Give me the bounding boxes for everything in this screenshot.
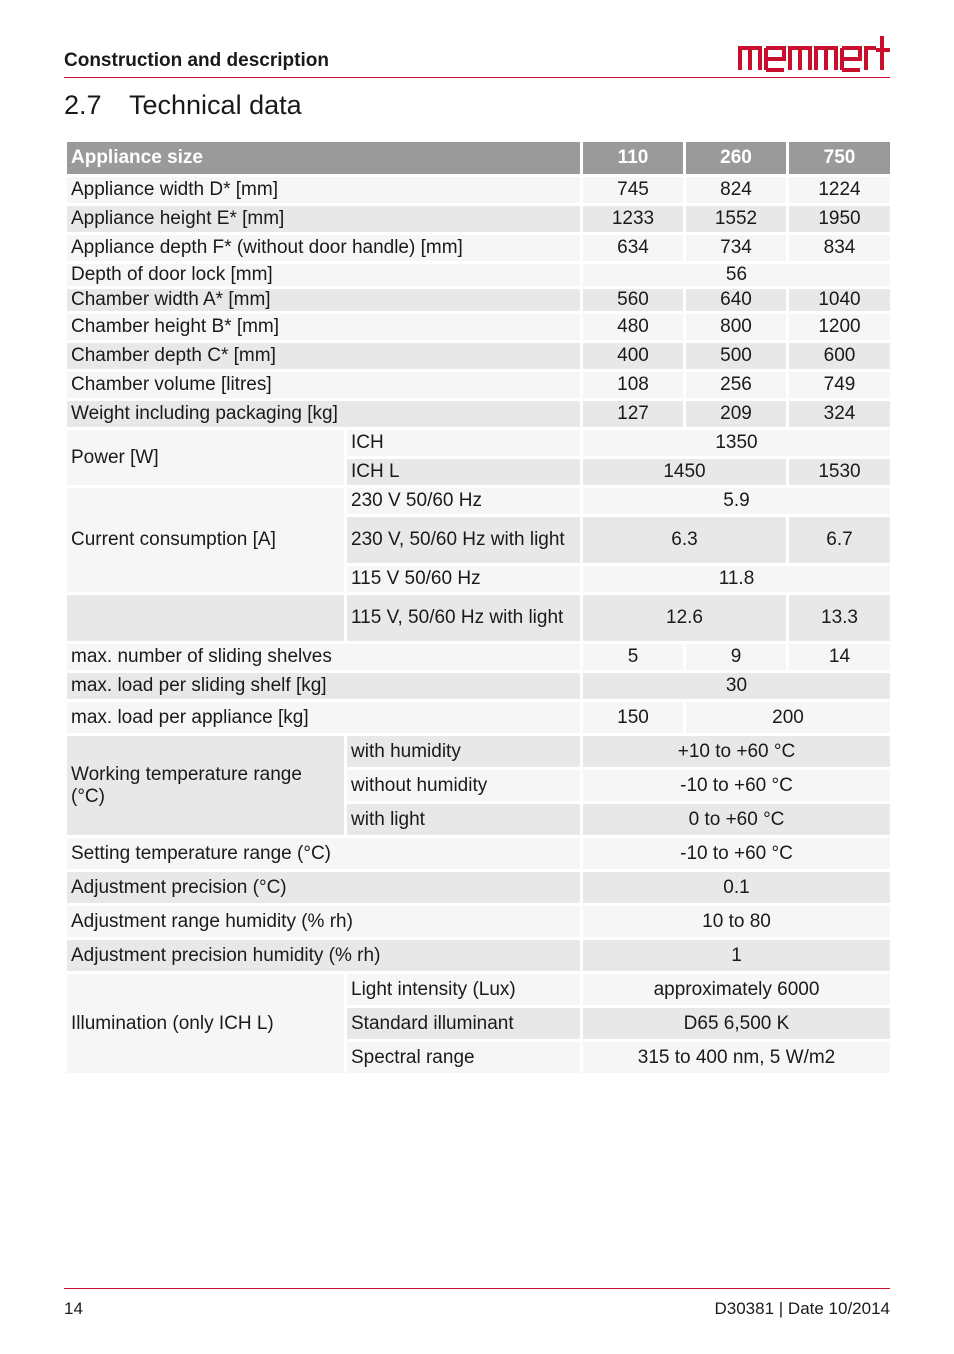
row-label: Adjustment range humidity (% rh) — [67, 906, 580, 937]
cell-value: 500 — [686, 343, 786, 369]
cell-value: 634 — [583, 235, 683, 261]
cell-value: +10 to +60 °C — [583, 736, 890, 767]
cell-value: 13.3 — [789, 595, 890, 641]
row-sublabel: Spectral range — [347, 1042, 580, 1073]
table-row — [67, 314, 890, 340]
cell-value: 480 — [583, 314, 683, 340]
row-sublabel: Standard illuminant — [347, 1008, 580, 1039]
table-row — [67, 401, 890, 427]
cell-value: 640 — [686, 289, 786, 311]
header-size-110: 110 — [583, 142, 683, 174]
cell-value: approximately 6000 — [583, 974, 890, 1005]
cell-value: 209 — [686, 401, 786, 427]
row-label: Appliance depth F* (without door handle) [mm] — [67, 235, 580, 261]
row-label: Chamber width A* [mm] — [67, 289, 580, 311]
cell-value: 1950 — [789, 206, 890, 232]
row-label: Depth of door lock [mm] — [67, 264, 580, 286]
cell-value: 560 — [583, 289, 683, 311]
row-label: Illumination (only ICH L) — [67, 974, 344, 1073]
header-size-260: 260 — [686, 142, 786, 174]
row-label: Weight including packaging [kg] — [67, 401, 580, 427]
cell-value: 1200 — [789, 314, 890, 340]
cell-value: 127 — [583, 401, 683, 427]
row-sublabel: with light — [347, 804, 580, 835]
cell-value: 6.3 — [583, 517, 786, 563]
cell-value: 1233 — [583, 206, 683, 232]
cell-value: D65 6,500 K — [583, 1008, 890, 1039]
table-row — [67, 372, 890, 398]
row-label: Working temperature range (°C) — [67, 736, 344, 835]
cell-value: -10 to +60 °C — [583, 770, 890, 801]
row-label: Adjustment precision (°C) — [67, 872, 580, 903]
cell-value: 1224 — [789, 177, 890, 203]
document-reference: D30381 | Date 10/2014 — [714, 1299, 890, 1318]
row-label: Current consumption [A] — [67, 488, 344, 592]
cell-value: 150 — [583, 702, 683, 733]
table-row — [67, 872, 890, 903]
row-sublabel: 115 V 50/60 Hz — [347, 566, 580, 592]
row-sublabel: with humidity — [347, 736, 580, 767]
table-row — [67, 430, 890, 456]
cell-value: 749 — [789, 372, 890, 398]
cell-value: 745 — [583, 177, 683, 203]
cell-value: 800 — [686, 314, 786, 340]
section-title: Technical data — [129, 90, 302, 120]
running-header: Construction and description — [64, 50, 329, 71]
table-row — [67, 838, 890, 869]
cell-value: 12.6 — [583, 595, 786, 641]
row-sublabel: 115 V, 50/60 Hz with light — [347, 595, 580, 641]
cell-value: 1530 — [789, 459, 890, 485]
row-sublabel: 230 V, 50/60 Hz with light — [347, 517, 580, 563]
table-row — [67, 974, 890, 1005]
table-row — [67, 289, 890, 311]
cell-value: 256 — [686, 372, 786, 398]
cell-value: 11.8 — [583, 566, 890, 592]
table-row — [67, 177, 890, 203]
cell-value: 1552 — [686, 206, 786, 232]
table-row — [67, 235, 890, 261]
cell-value: 6.7 — [789, 517, 890, 563]
header-appliance-size: Appliance size — [67, 142, 580, 174]
row-label: Adjustment precision humidity (% rh) — [67, 940, 580, 971]
row-sublabel: ICH — [347, 430, 580, 456]
row-label: Chamber volume [litres] — [67, 372, 580, 398]
cell-value: 1040 — [789, 289, 890, 311]
cell-value: 0.1 — [583, 872, 890, 903]
cell-value: 315 to 400 nm, 5 W/m2 — [583, 1042, 890, 1073]
table-row — [67, 940, 890, 971]
table-row — [67, 264, 890, 286]
cell-value: 14 — [789, 644, 890, 670]
cell-value: 200 — [686, 702, 890, 733]
row-label-empty — [67, 595, 344, 641]
table-row — [67, 702, 890, 733]
row-label: max. number of sliding shelves — [67, 644, 580, 670]
cell-value: 1350 — [583, 430, 890, 456]
cell-value: 9 — [686, 644, 786, 670]
row-label: Appliance width D* [mm] — [67, 177, 580, 203]
cell-value: -10 to +60 °C — [583, 838, 890, 869]
technical-data-table — [64, 139, 893, 1076]
cell-value: 734 — [686, 235, 786, 261]
cell-value: 1 — [583, 940, 890, 971]
cell-value: 0 to +60 °C — [583, 804, 890, 835]
cell-value: 824 — [686, 177, 786, 203]
footer-rule — [64, 1288, 890, 1289]
cell-value: 324 — [789, 401, 890, 427]
cell-value: 400 — [583, 343, 683, 369]
header-rule — [64, 77, 890, 78]
row-label: max. load per appliance [kg] — [67, 702, 580, 733]
row-sublabel: ICH L — [347, 459, 580, 485]
table-row — [67, 206, 890, 232]
cell-value: 1450 — [583, 459, 786, 485]
table-row — [67, 736, 890, 767]
row-label: Appliance height E* [mm] — [67, 206, 580, 232]
cell-value: 56 — [583, 264, 890, 286]
cell-value: 5.9 — [583, 488, 890, 514]
section-number: 2.7 — [64, 90, 102, 120]
header-size-750: 750 — [789, 142, 890, 174]
row-label: Chamber depth C* [mm] — [67, 343, 580, 369]
row-sublabel: without humidity — [347, 770, 580, 801]
cell-value: 10 to 80 — [583, 906, 890, 937]
table-row — [67, 488, 890, 514]
cell-value: 108 — [583, 372, 683, 398]
table-row — [67, 343, 890, 369]
cell-value: 30 — [583, 673, 890, 699]
page-number: 14 — [64, 1299, 83, 1318]
row-label: Setting temperature range (°C) — [67, 838, 580, 869]
cell-value: 834 — [789, 235, 890, 261]
table-header-row — [67, 142, 890, 174]
cell-value: 600 — [789, 343, 890, 369]
section-heading — [64, 90, 302, 121]
table-row — [67, 595, 890, 641]
memmert-logo — [738, 32, 890, 72]
table-row — [67, 673, 890, 699]
row-label: max. load per sliding shelf [kg] — [67, 673, 580, 699]
row-label: Chamber height B* [mm] — [67, 314, 580, 340]
cell-value: 5 — [583, 644, 683, 670]
row-sublabel: Light intensity (Lux) — [347, 974, 580, 1005]
row-sublabel: 230 V 50/60 Hz — [347, 488, 580, 514]
table-row — [67, 906, 890, 937]
row-label: Power [W] — [67, 430, 344, 485]
table-row — [67, 644, 890, 670]
